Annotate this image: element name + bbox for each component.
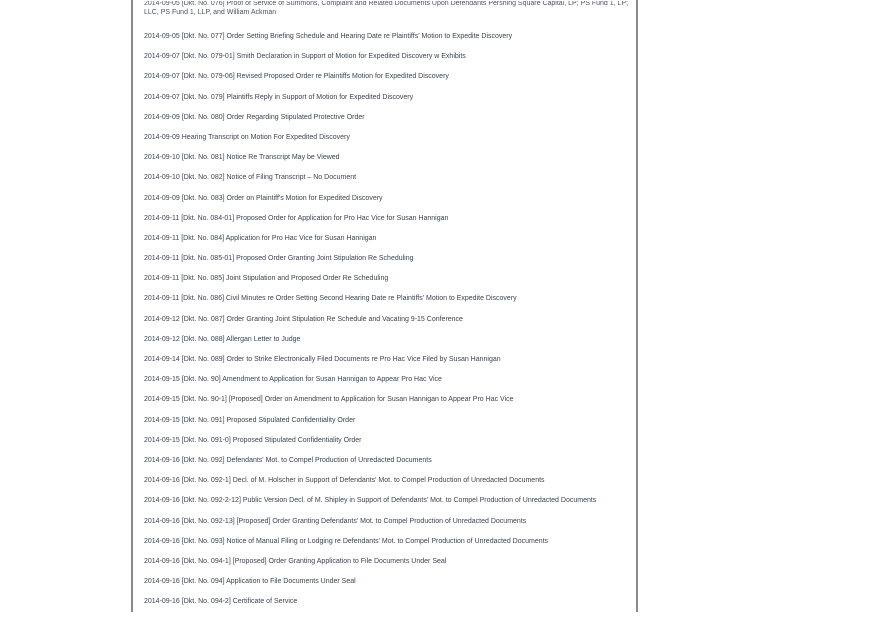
list-item [144, 289, 632, 309]
list-item [144, 269, 632, 289]
list-item [144, 310, 632, 330]
docket-document-link[interactable]: 2014-09-12 [Dkt. No. 088] Allergan Letter to Judge [144, 335, 301, 343]
previous-entry-cut-line: 2014-09-05 [Dkt. No. 076] Proof of Service of Summons, Complaint and Related Documents Upon Defendants Pershing Square Capital, LP; PS Fund 1, LP; [144, 1, 629, 7]
list-item [144, 390, 632, 410]
document-list-container [144, 2, 632, 612]
docket-document-link[interactable]: 2014-09-11 [Dkt. No. 084-01] Proposed Order for Application for Pro Hac Vice for Susan Hannigan [144, 214, 449, 222]
docket-document-link[interactable]: 2014-09-05 [Dkt. No. 077] Order Setting Briefing Schedule and Hearing Date re Plaintiffs' Motion to Expedite Discovery [144, 33, 513, 40]
list-item [144, 189, 632, 209]
list-item [144, 592, 632, 612]
docket-document-link[interactable]: 2014-09-11 [Dkt. No. 084] Application for Pro Hac Vice for Susan Hannigan [144, 234, 377, 242]
docket-document-link[interactable]: 2014-09-11 [Dkt. No. 085-01] Proposed Order Granting Joint Stipulation Re Scheduling [144, 255, 414, 263]
list-item [144, 370, 632, 390]
docket-document-list [144, 27, 632, 612]
docket-document-link[interactable]: 2014-09-09 Hearing Transcript on Motion For Expedited Discovery [144, 133, 350, 141]
docket-document-link[interactable]: 2014-09-15 [Dkt. No. 90] Amendment to Application for Susan Hannigan to Appear Pro Hac Vice [144, 376, 442, 384]
list-item [144, 249, 632, 269]
docket-document-link[interactable]: 2014-09-07 [Dkt. No. 079] Plaintiffs Reply in Support of Motion for Expedited Discovery [144, 93, 414, 101]
list-item [144, 229, 632, 249]
list-item [144, 350, 632, 370]
list-item [144, 512, 632, 532]
docket-document-link[interactable]: 2014-09-07 [Dkt. No. 079-01] Smith Declaration in Support of Motion for Expedited Discovery w Exhibits [144, 53, 466, 61]
docket-document-link[interactable]: 2014-09-16 [Dkt. No. 092-2-12] Public Version Decl. of M. Shipley in Support of Defendants' Mot. to Compel Production of Unredacted Documents [144, 497, 597, 505]
docket-document-link[interactable]: 2014-09-11 [Dkt. No. 086] Civil Minutes re Order Setting Second Hearing Date re Plaintiffs' Motion to Expedite Discovery [144, 295, 517, 303]
docket-document-link[interactable]: 2014-09-09 [Dkt. No. 083] Order on Plaintiff's Motion for Expedited Discovery [144, 194, 383, 202]
docket-document-link[interactable]: 2014-09-16 [Dkt. No. 094] Application to File Documents Under Seal [144, 578, 356, 586]
list-item [144, 168, 632, 188]
list-item [144, 128, 632, 148]
list-item [144, 108, 632, 128]
list-item [144, 27, 632, 47]
list-item [144, 411, 632, 431]
docket-document-link[interactable]: 2014-09-09 [Dkt. No. 080] Order Regarding Stipulated Protective Order [144, 113, 365, 121]
docket-document-link[interactable]: 2014-09-16 [Dkt. No. 092-13] [Proposed] Order Granting Defendants' Mot. to Compel Production of Unredacted Documents [144, 517, 527, 525]
docket-document-link[interactable]: 2014-09-14 [Dkt. No. 089] Order to Strike Electronically Filed Documents re Pro Hac Vice Filed by Susan Hannigan [144, 356, 501, 363]
list-item [144, 88, 632, 108]
docket-document-link[interactable]: 2014-09-15 [Dkt. No. 091-0] Proposed Stipulated Confidentiality Order [144, 436, 362, 444]
list-item [144, 552, 632, 572]
docket-document-link[interactable]: 2014-09-16 [Dkt. No. 094-1] [Proposed] Order Granting Application to File Documents Under Seal [144, 557, 447, 565]
previous-entry-tail-line: LLC, PS Fund 1, LLP, and William Ackman [144, 9, 277, 16]
list-item [144, 47, 632, 67]
document-panel [131, 0, 638, 612]
docket-document-link[interactable]: 2014-09-15 [Dkt. No. 091] Proposed Stipulated Confidentiality Order [144, 416, 356, 424]
list-item [144, 67, 632, 87]
docket-document-link[interactable]: 2014-09-16 [Dkt. No. 094-2] Certificate of Service [144, 598, 298, 606]
docket-document-link[interactable]: 2014-09-16 [Dkt. No. 092] Defendants' Mot. to Compel Production of Unredacted Documents [144, 456, 432, 464]
docket-document-link[interactable]: 2014-09-15 [Dkt. No. 90-1] [Proposed] Order on Amendment to Application for Susan Hannigan to Appear Pro Hac Vice [144, 396, 514, 404]
list-item [144, 209, 632, 229]
list-item [144, 148, 632, 168]
list-item [144, 471, 632, 491]
list-item [144, 572, 632, 592]
docket-document-link[interactable]: 2014-09-12 [Dkt. No. 087] Order Granting Joint Stipulation Re Schedule and Vacating 9-15 Conference [144, 315, 463, 323]
list-item [144, 451, 632, 471]
docket-document-link[interactable]: 2014-09-07 [Dkt. No. 079-06] Revised Proposed Order re Plaintiffs Motion for Expedited Discovery [144, 73, 449, 81]
list-item [144, 330, 632, 350]
previous-entry-text [144, 1, 632, 19]
docket-document-link[interactable]: 2014-09-10 [Dkt. No. 082] Notice of Filing Transcript – No Document [144, 174, 357, 182]
docket-document-link[interactable]: 2014-09-16 [Dkt. No. 092-1] Decl. of M. Holscher in Support of Defendants' Mot. to Compel Production of Unredacted Documents [144, 477, 545, 485]
docket-document-link[interactable]: 2014-09-16 [Dkt. No. 093] Notice of Manual Filing or Lodging re Defendants' Mot. to Compel Production of Unredacted Documents [144, 537, 549, 545]
docket-document-link[interactable]: 2014-09-11 [Dkt. No. 085] Joint Stipulation and Proposed Order Re Scheduling [144, 275, 389, 283]
list-item [144, 532, 632, 552]
list-item [144, 491, 632, 511]
list-item [144, 431, 632, 451]
docket-document-link[interactable]: 2014-09-10 [Dkt. No. 081] Notice Re Transcript May be Viewed [144, 154, 340, 162]
